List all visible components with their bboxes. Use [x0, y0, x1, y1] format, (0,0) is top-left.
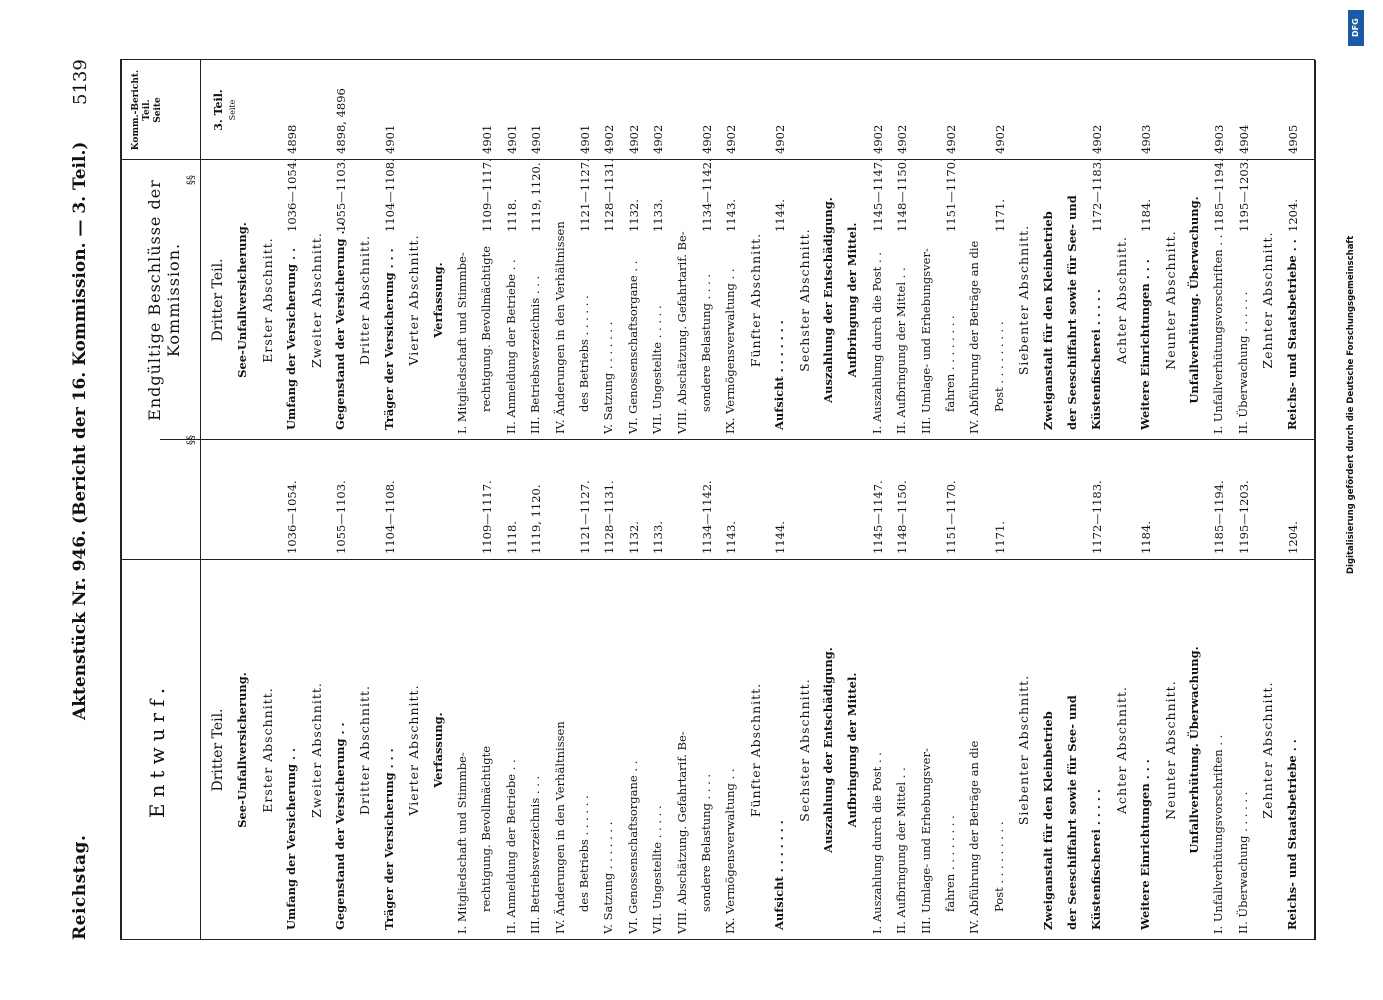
beschluss-paragraph-range: 1109—1117.: [480, 158, 495, 232]
beschluss-entry: Weitere Einrichtungen . . .: [1138, 259, 1153, 430]
entwurf-entry: Aufsicht . . . . . . .: [772, 820, 787, 930]
entwurf-paragraph-range: 1104—1108.: [382, 480, 397, 554]
entwurf-entry: Achter Abschnitt.: [1113, 686, 1129, 815]
table-top-rule: [120, 60, 122, 940]
entwurf-paragraph-range: 1128—1131.: [602, 480, 617, 554]
beschluss-entry: Gegenstand der Versicherung . .: [333, 222, 347, 430]
entwurf-paragraph-range: 1134—1142.: [700, 480, 714, 554]
entwurf-entry: VI. Genossenschaftsorgane . .: [625, 760, 640, 934]
entwurf-paragraph-range: 1195—1203.: [1236, 480, 1251, 554]
page-header: [70, 0, 110, 1000]
entwurf-entry: Dritter Teil.: [210, 708, 226, 792]
beschluss-entry: IV. Änderungen in den Verhältnissen: [552, 221, 567, 434]
entwurf-paragraph-range: 1109—1117.: [480, 480, 495, 554]
beschluss-paragraph-range: 1195—1203.: [1236, 158, 1251, 232]
entwurf-entry: Träger der Versicherung . . .: [381, 748, 396, 930]
entwurf-entry: III. Umlage- und Erhebungsver-: [918, 748, 933, 934]
entwurf-paragraph-range: 1151—1170.: [944, 480, 958, 554]
beschluss-paragraph-range: 1144.: [773, 199, 788, 232]
bericht-page-number: 4902: [1090, 124, 1105, 154]
beschluss-entry: der Seeschiffahrt sowie für See- und: [1065, 195, 1079, 430]
entwurf-entry: IV. Änderungen in den Verhältnissen: [552, 721, 567, 934]
digitization-note: Digitalisierung gefördert durch die Deutsche Forschungsgemeinschaft: [1346, 235, 1356, 574]
beschluss-paragraph-range: 1148—1150.: [895, 158, 910, 232]
bericht-page-number: 4902: [944, 124, 958, 154]
table-bottom-rule: [1314, 60, 1316, 940]
beschluss-entry: Auszahlung der Entschädigung.: [821, 197, 835, 403]
entwurf-entry: Unfallverhütung. Überwachung.: [1187, 646, 1201, 854]
beschluss-entry: II. Überwachung . . . . . .: [1235, 291, 1250, 434]
beschluss-paragraph-range: 1119, 1120.: [529, 162, 544, 232]
bericht-page-number: 4905: [1285, 124, 1300, 154]
entwurf-entry: II. Anmeldung der Betriebe . .: [503, 759, 518, 934]
entwurf-entry: Küstenfischerei . . . . .: [1089, 789, 1104, 930]
entwurf-paragraph-range: 1185—1194.: [1212, 480, 1227, 554]
bericht-page-number: 4902: [700, 124, 714, 154]
beschluss-entry: Zweiganstalt für den Kleinbetrieb: [1040, 211, 1055, 430]
column-divider-2: [160, 439, 1315, 440]
komm-bericht-line-3: Seite: [153, 97, 163, 123]
beschluss-paragraph-range: 1204.: [1285, 199, 1300, 232]
bericht-page-number: 4901: [480, 124, 495, 154]
entwurf-entry: I. Auszahlung durch die Post . .: [869, 752, 884, 934]
beschluss-entry: rechtigung. Bevollmächtigte: [479, 245, 494, 412]
beschluss-paragraph-range: 1132.: [626, 199, 641, 232]
beschluss-paragraph-range: 1055—1103.: [334, 158, 348, 232]
beschluss-entry: III. Betriebsverzeichnis . . .: [528, 275, 543, 434]
entwurf-paragraph-range: 1121—1127.: [578, 480, 592, 554]
entwurf-entry: I. Mitgliedschaft und Stimmbe-: [455, 752, 469, 934]
entwurf-entry: Aufbringung der Mittel.: [845, 672, 860, 828]
beschluss-entry: Träger der Versicherung . . .: [381, 248, 396, 430]
entwurf-entry: der Seeschiffahrt sowie für See- und: [1065, 695, 1079, 930]
beschluss-paragraph-range: 1172—1183.: [1090, 158, 1105, 232]
beschluss-entry: Erster Abschnitt.: [259, 237, 275, 363]
entwurf-entry: Vierter Abschnitt.: [406, 684, 422, 816]
dfg-logo-icon: DFG: [1348, 10, 1364, 46]
bericht-page-number: 4901: [382, 124, 397, 154]
beschluss-entry: III. Umlage- und Erhebungsver-: [918, 248, 933, 434]
entwurf-entry: rechtigung. Bevollmächtigte: [479, 745, 494, 912]
entwurf-entry: V. Satzung . . . . . . .: [601, 821, 616, 934]
bericht-page-number: 4902: [602, 124, 617, 154]
entwurf-entry: IX. Vermögensverwaltung . .: [723, 768, 738, 934]
entwurf-entry: Erster Abschnitt.: [259, 687, 275, 813]
beschluss-entry: I. Mitgliedschaft und Stimmbe-: [455, 252, 469, 434]
entwurf-entry: IV. Abführung der Beträge an die: [967, 740, 982, 934]
beschluss-entry: IX. Vermögensverwaltung . .: [723, 268, 738, 434]
beschluss-entry: II. Aufbringung der Mittel . .: [894, 267, 909, 434]
entwurf-entry: des Betriebs . . . . . .: [577, 795, 591, 912]
beschluss-entry: Aufbringung der Mittel.: [845, 222, 860, 378]
entwurf-entry: Reichs- und Staatsbetriebe . .: [1284, 739, 1299, 930]
column-header-entwurf: [125, 560, 201, 940]
entwurf-entry: Zehnter Abschnitt.: [1260, 681, 1276, 819]
beschluesse-paragraph-symbol: §§: [186, 175, 197, 185]
komm-bericht-seite: Seite: [228, 99, 237, 121]
beschluss-paragraph-range: 1133.: [651, 199, 666, 232]
beschluss-entry: sondere Belastung . . . .: [699, 273, 713, 412]
entwurf-entry: Zweiganstalt für den Kleinbetrieb: [1040, 711, 1055, 930]
beschluss-entry: I. Auszahlung durch die Post . .: [869, 252, 884, 434]
bericht-page-number: 4902: [626, 124, 641, 154]
beschluss-paragraph-range: 1118.: [504, 199, 519, 232]
entwurf-entry: Sechster Abschnitt.: [796, 678, 812, 822]
beschluss-paragraph-range: 1128—1131.: [602, 158, 617, 232]
beschluss-paragraph-range: 1184.: [1139, 199, 1154, 232]
beschluss-entry: VI. Genossenschaftsorgane . .: [625, 260, 640, 434]
bericht-page-number: 4902: [651, 124, 666, 154]
entwurf-paragraph-range: 1133.: [651, 521, 666, 554]
beschluss-paragraph-range: 1145—1147.: [870, 158, 885, 232]
bericht-page-number: 4902: [724, 124, 739, 154]
entwurf-entry: Post . . . . . . . . .: [991, 821, 1006, 912]
beschluss-paragraph-range: 1036—1054.: [285, 158, 300, 232]
entwurf-entry: III. Betriebsverzeichnis . . .: [528, 775, 543, 934]
entwurf-entry: II. Aufbringung der Mittel . .: [894, 767, 909, 934]
entwurf-paragraph-range: 1119, 1120.: [529, 484, 544, 554]
beschluss-entry: Achter Abschnitt.: [1113, 236, 1129, 365]
entwurf-paragraph-range: 1171.: [992, 521, 1007, 554]
page-number: 5139: [70, 59, 91, 105]
entwurf-paragraph-range: 1036—1054.: [285, 480, 300, 554]
table-right-rule: [120, 59, 1315, 60]
column-divider-3: [120, 159, 1315, 160]
column-header-entwurf-paragraphs: [125, 435, 201, 560]
komm-bericht-line-1: Komm.-Bericht.: [131, 69, 141, 151]
beschluss-paragraph-range: 1134—1142.: [700, 158, 714, 232]
entwurf-entry: Weitere Einrichtungen . . .: [1138, 759, 1153, 930]
beschluss-entry: VII. Ungestellte . . . . .: [650, 305, 665, 434]
beschluss-entry: des Betriebs . . . . . .: [577, 295, 591, 412]
entwurf-paragraph-range: 1184.: [1139, 521, 1154, 554]
column-divider-1: [120, 559, 1315, 560]
beschluss-entry: V. Satzung . . . . . . .: [601, 321, 616, 434]
entwurf-entry: II. Überwachung . . . . . .: [1235, 791, 1250, 934]
beschluss-paragraph-range: 1143.: [724, 199, 739, 232]
entwurf-entry: See-Unfallversicherung.: [235, 672, 250, 828]
beschluss-entry: Dritter Teil.: [210, 258, 226, 342]
entwurf-entry: VII. Ungestellte . . . . .: [650, 805, 665, 934]
beschluesse-title: Endgültige Beschlüsse der Kommission.: [145, 179, 183, 421]
bericht-page-number: 4902: [992, 124, 1007, 154]
entwurf-paragraph-range: 1132.: [626, 521, 641, 554]
beschluss-entry: II. Anmeldung der Betriebe . .: [503, 259, 518, 434]
bericht-page-number: 4902: [870, 124, 885, 154]
bericht-page-number: 4898, 4896: [334, 88, 348, 154]
beschluss-entry: Küstenfischerei . . . . .: [1089, 289, 1104, 430]
beschluss-entry: Neunter Abschnitt.: [1162, 230, 1178, 370]
beschluss-entry: Umfang der Versicherung . .: [284, 247, 299, 430]
beschluss-entry: Zweiter Abschnitt.: [308, 232, 324, 368]
beschluss-paragraph-range: 1185—1194.: [1212, 158, 1227, 232]
column-header-beschluesse: [125, 160, 201, 440]
bericht-page-number: 4904: [1236, 124, 1251, 154]
entwurf-paragraph-range: 1055—1103.: [334, 480, 348, 554]
komm-bericht-line-2: Teil.: [142, 99, 152, 121]
entwurf-entry: Verfassung.: [430, 712, 445, 788]
entwurf-paragraph-range: 1118.: [504, 521, 519, 554]
beschluss-paragraph-range: 1171.: [992, 199, 1007, 232]
entwurf-entry: Umfang der Versicherung . .: [284, 747, 299, 930]
beschluss-entry: VIII. Abschätzung. Gefahrtarif. Be-: [674, 231, 689, 434]
beschluss-entry: Verfassung.: [430, 262, 445, 338]
beschluss-entry: Unfallverhütung. Überwachung.: [1187, 196, 1201, 404]
bericht-page-number: 4901: [529, 124, 544, 154]
header-reichstag: Reichstag.: [70, 834, 90, 940]
table-left-rule: [120, 939, 1315, 940]
beschluss-paragraph-range: 1151—1170.: [944, 158, 958, 232]
entwurf-entry: Neunter Abschnitt.: [1162, 680, 1178, 820]
entwurf-paragraph-range: 1204.: [1285, 521, 1300, 554]
entwurf-paragraph-range: 1145—1147.: [870, 480, 885, 554]
beschluss-entry: Fünfter Abschnitt.: [747, 232, 763, 368]
beschluss-entry: Dritter Abschnitt.: [357, 235, 373, 365]
bericht-page-number: 4898: [285, 124, 300, 154]
entwurf-entry: sondere Belastung . . . .: [699, 773, 713, 912]
bericht-page-number: 4901: [578, 124, 592, 154]
entwurf-paragraph-range: 1143.: [724, 521, 739, 554]
bericht-page-number: 4902: [895, 124, 910, 154]
entwurf-title: Entwurf.: [145, 681, 169, 819]
bericht-page-number: 4901: [504, 124, 519, 154]
entwurf-entry: Fünfter Abschnitt.: [747, 682, 763, 818]
beschluss-entry: Sechster Abschnitt.: [796, 228, 812, 372]
beschluss-entry: Post . . . . . . . . .: [991, 321, 1006, 412]
entwurf-paragraph-range: 1148—1150.: [895, 480, 910, 554]
digitization-sidebar: [1342, 10, 1382, 990]
entwurf-entry: I. Unfallverhütungsvorschriften . .: [1211, 734, 1226, 934]
entwurf-entry: Auszahlung der Entschädigung.: [821, 647, 835, 853]
komm-bericht-part: 3. Teil.: [212, 89, 225, 131]
entwurf-entry: Dritter Abschnitt.: [357, 685, 373, 815]
entwurf-entry: VIII. Abschätzung. Gefahrtarif. Be-: [674, 731, 689, 934]
entwurf-entry: Zweiter Abschnitt.: [308, 682, 324, 818]
column-header-komm-bericht: [125, 60, 207, 160]
beschluss-entry: See-Unfallversicherung.: [235, 222, 250, 378]
beschluss-entry: IV. Abführung der Beträge an die: [967, 240, 982, 434]
entwurf-entry: fahren . . . . . . . .: [943, 815, 957, 912]
beschluss-entry: Zehnter Abschnitt.: [1260, 231, 1276, 369]
beschluss-entry: Vierter Abschnitt.: [406, 234, 422, 366]
header-title: Aktenstück Nr. 946. (Bericht der 16. Kommission. — 3. Teil.): [70, 141, 90, 720]
entwurf-entry: Gegenstand der Versicherung . .: [333, 722, 347, 930]
beschluss-entry: fahren . . . . . . . .: [943, 315, 957, 412]
bericht-page-number: 4902: [773, 124, 788, 154]
entwurf-paragraph-symbol: §§: [186, 435, 197, 445]
beschluss-entry: Siebenter Abschnitt.: [1016, 224, 1032, 376]
bericht-page-number: 4903: [1212, 124, 1227, 154]
entwurf-paragraph-range: 1144.: [773, 521, 788, 554]
entwurf-entry: Siebenter Abschnitt.: [1016, 674, 1032, 826]
beschluss-paragraph-range: 1104—1108.: [382, 158, 397, 232]
beschluss-entry: I. Unfallverhütungsvorschriften . .: [1211, 234, 1226, 434]
beschluss-entry: Reichs- und Staatsbetriebe . .: [1284, 239, 1299, 430]
bericht-page-number: 4903: [1139, 124, 1154, 154]
beschluss-paragraph-range: 1121—1127.: [578, 158, 592, 232]
beschluss-entry: Aufsicht . . . . . . .: [772, 320, 787, 430]
entwurf-paragraph-range: 1172—1183.: [1090, 480, 1105, 554]
